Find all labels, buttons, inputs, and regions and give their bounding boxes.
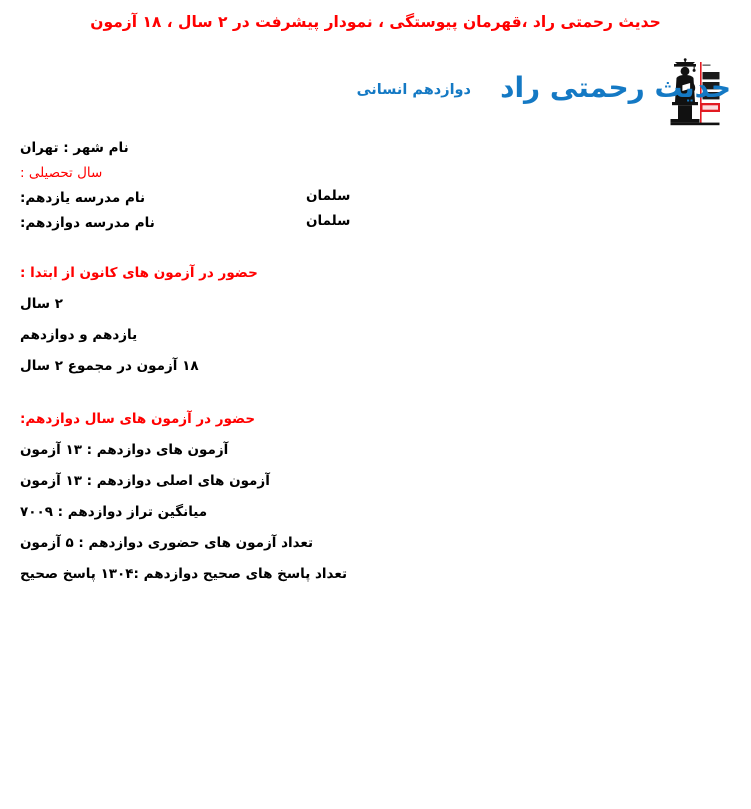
average-taraz-12-line — [0, 495, 751, 526]
attendance-12-heading: حضور در آزمون های سال دوازدهم: — [20, 411, 256, 427]
attendance-years: ۲ سال — [20, 296, 64, 312]
page-title: حدیث رحمتی راد ،قهرمان پیوستگی ، نمودار پیشرفت در ۲ سال ، ۱۸ آزمون — [90, 13, 661, 31]
city-label: نام شهر : تهران — [20, 140, 129, 156]
main-exams-12-line — [0, 464, 751, 495]
school-11-line — [0, 184, 751, 209]
section-gap-1 — [0, 234, 751, 256]
report-details — [0, 134, 751, 588]
academic-year-line — [0, 159, 751, 184]
attendance-total-exams: ۱۸ آزمون در مجموع ۲ سال — [20, 358, 199, 374]
school-12-label: نام مدرسه دوازدهم: — [20, 215, 155, 231]
student-identity — [0, 70, 751, 114]
section-gap-2 — [0, 380, 751, 402]
city-line — [0, 134, 751, 159]
correct-answers-12: تعداد پاسخ های صحیح دوازدهم :۱۳۰۴ پاسخ صحیح — [20, 566, 348, 582]
main-exams-12: آزمون های اصلی دوازدهم : ۱۳ آزمون — [20, 473, 270, 489]
school-12-value: سلمان — [306, 213, 351, 229]
student-name: حدیث رحمتی راد — [500, 71, 731, 104]
attendance-all-heading: حضور در آزمون های کانون از ابتدا : — [20, 265, 258, 281]
average-taraz-12: میانگین تراز دوازدهم : ۷۰۰۹ — [20, 504, 208, 520]
in-person-exams-12-line — [0, 526, 751, 557]
student-grade: دوازدهم انسانی — [356, 82, 471, 98]
attendance-total-exams-line — [0, 349, 751, 380]
correct-answers-12-line — [0, 557, 751, 588]
attendance-12-heading-line — [0, 402, 751, 433]
in-person-exams-12: تعداد آزمون های حضوری دوازدهم : ۵ آزمون — [20, 535, 314, 551]
attendance-years-line — [0, 287, 751, 318]
exams-12: آزمون های دوازدهم : ۱۳ آزمون — [20, 442, 229, 458]
exams-12-line — [0, 433, 751, 464]
academic-year-label: سال تحصیلی : — [20, 165, 103, 181]
school-11-value: سلمان — [306, 188, 351, 204]
attendance-grades-line — [0, 318, 751, 349]
attendance-all-heading-line — [0, 256, 751, 287]
school-12-line — [0, 209, 751, 234]
attendance-grades: یازدهم و دوازدهم — [20, 327, 138, 343]
school-11-label: نام مدرسه یازدهم: — [20, 190, 146, 206]
